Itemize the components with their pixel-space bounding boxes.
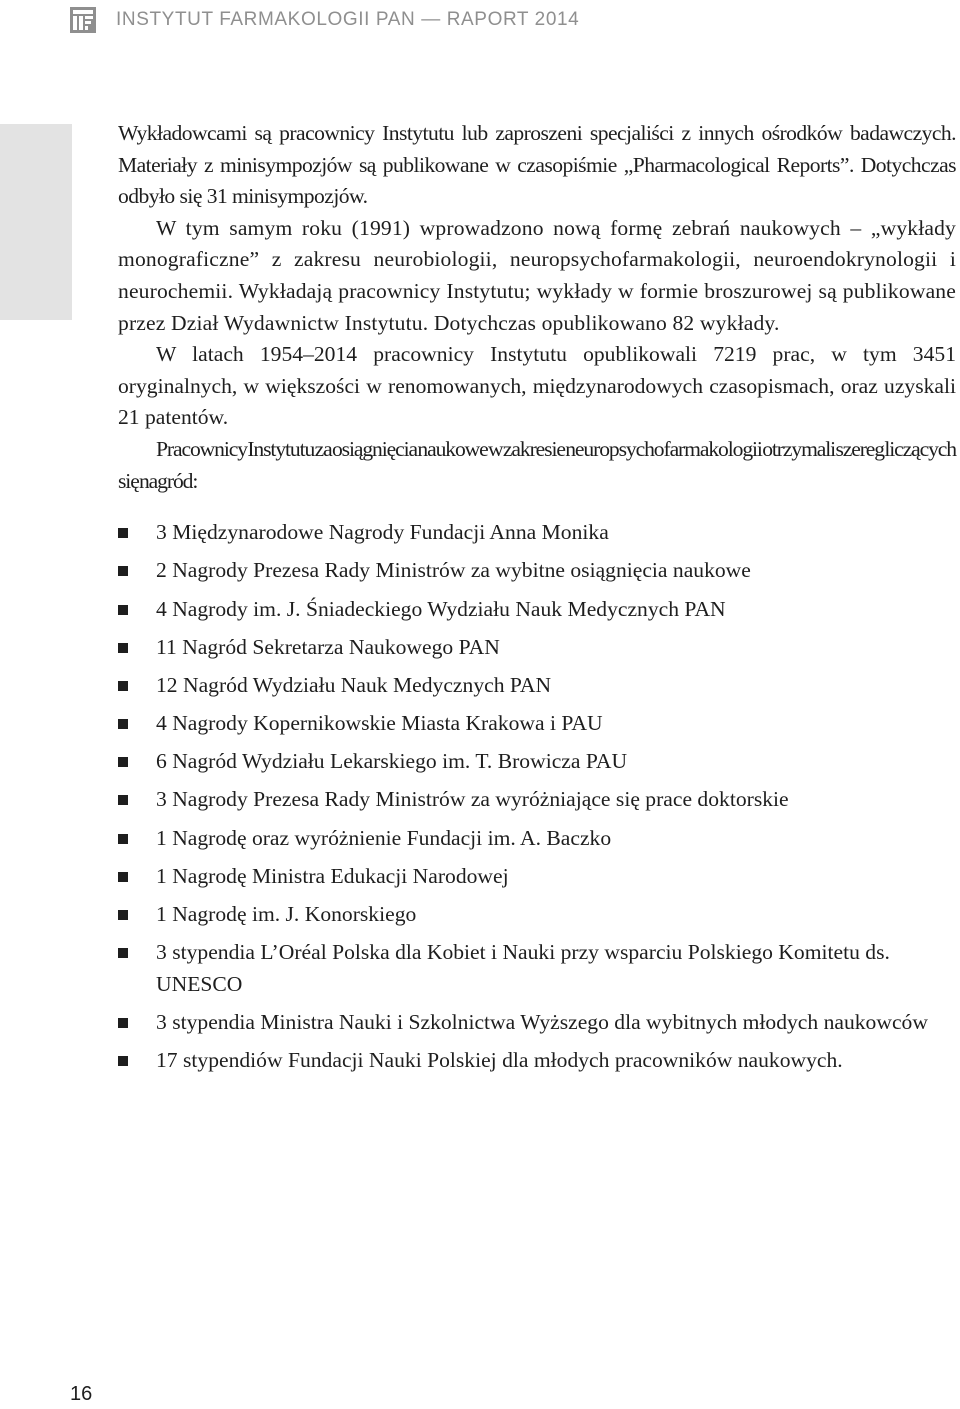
square-bullet-icon [118,948,128,958]
list-item [118,746,956,778]
award-text: 2 Nagrody Prezesa Rady Ministrów za wybitne osiągnięcia naukowe [156,558,751,583]
list-item [118,1007,956,1039]
award-text: 3 Międzynarodowe Nagrody Fundacji Anna Monika [156,520,609,545]
list-item [118,937,956,1000]
award-text: 17 stypendiów Fundacji Nauki Polskiej dla młodych pracowników naukowych. [156,1048,843,1073]
list-item [118,899,956,931]
list-item [118,823,956,855]
award-text: 11 Nagród Sekretarza Naukowego PAN [156,634,500,659]
list-item [118,1045,956,1077]
page-content [118,118,956,1083]
list-item [118,517,956,549]
page-header [70,4,579,36]
list-item [118,708,956,740]
award-text: 3 stypendia Ministra Nauki i Szkolnictwa Wyższego dla wybitnych młodych naukowców [156,1009,928,1034]
square-bullet-icon [118,528,128,538]
list-item [118,670,956,702]
award-text: 1 Nagrodę im. J. Konorskiego [156,902,417,926]
page-number: 16 [70,1383,93,1405]
square-bullet-icon [118,757,128,767]
award-text: 12 Nagród Wydziału Nauk Medycznych PAN [156,672,552,697]
square-bullet-icon [118,643,128,653]
list-item [118,784,956,816]
square-bullet-icon [118,910,128,920]
award-text: 3 stypendia L’Oréal Polska dla Kobiet i Nauki przy wsparciu Polskiego Komitetu ds. UNESCO [156,940,890,996]
awards-list [118,517,956,1077]
list-item [118,632,956,664]
paragraph-awards-intro: Pracownicy Instytutu za osiągnięcia naukowe w zakresie neuropsychofarmakologii otrzymali szereg liczących się nagród: [118,436,956,493]
list-item [118,594,956,626]
square-bullet-icon [118,795,128,805]
square-bullet-icon [118,719,128,729]
running-head: INSTYTUT FARMAKOLOGII PAN — RAPORT 2014 [116,9,580,30]
paragraph-lecturers: Wykładowcami są pracownicy Instytutu lub zaproszeni specjaliści z innych ośrodków badawczych. Materiały z minisympozjów są publikowane w czasopiśmie „Pharmacological Reports”. Dotychczas odbyło się 31 minisympozjów. [118,121,956,209]
award-text: 3 Nagrody Prezesa Rady Ministrów za wyróżniające się prace doktorskie [156,787,789,812]
square-bullet-icon [118,834,128,844]
square-bullet-icon [118,1056,128,1066]
award-text: 6 Nagród Wydziału Lekarskiego im. T. Browicza PAU [156,749,628,774]
list-item [118,861,956,893]
paragraph-monographic-lectures: W tym samym roku (1991) wprowadzono nową formę zebrań naukowych – „wykłady monograficzne” z zakresu neurobiologii, neuropsychofarmakologii, neuroendokrynologii i neurochemii. Wykładają pracownicy Instytutu; wykłady w formie broszurowej są publikowane przez Dział Wydawnictw Instytutu. Dotychczas opublikowano 82 wykłady. [118,215,956,335]
award-text: 1 Nagrodę Ministra Edukacji Narodowej [156,863,509,888]
award-text: 4 Nagrody Kopernikowskie Miasta Krakowa i PAU [156,711,603,736]
award-text: 4 Nagrody im. J. Śniadeckiego Wydziału Nauk Medycznych PAN [156,596,726,621]
institute-logo-icon [70,7,96,33]
square-bullet-icon [118,605,128,615]
paragraph-publications: W latach 1954–2014 pracownicy Instytutu opublikowali 7219 prac, w tym 3451 oryginalnych, w większości w renomowanych, międzynarodowych czasopismach, oraz uzyskali 21 patentów. [118,342,956,430]
square-bullet-icon [118,681,128,691]
square-bullet-icon [118,566,128,576]
list-item [118,555,956,587]
square-bullet-icon [118,872,128,882]
square-bullet-icon [118,1018,128,1028]
award-text: 1 Nagrodę oraz wyróżnienie Fundacji im. A. Baczko [156,825,612,850]
chapter-side-tab [0,124,72,320]
